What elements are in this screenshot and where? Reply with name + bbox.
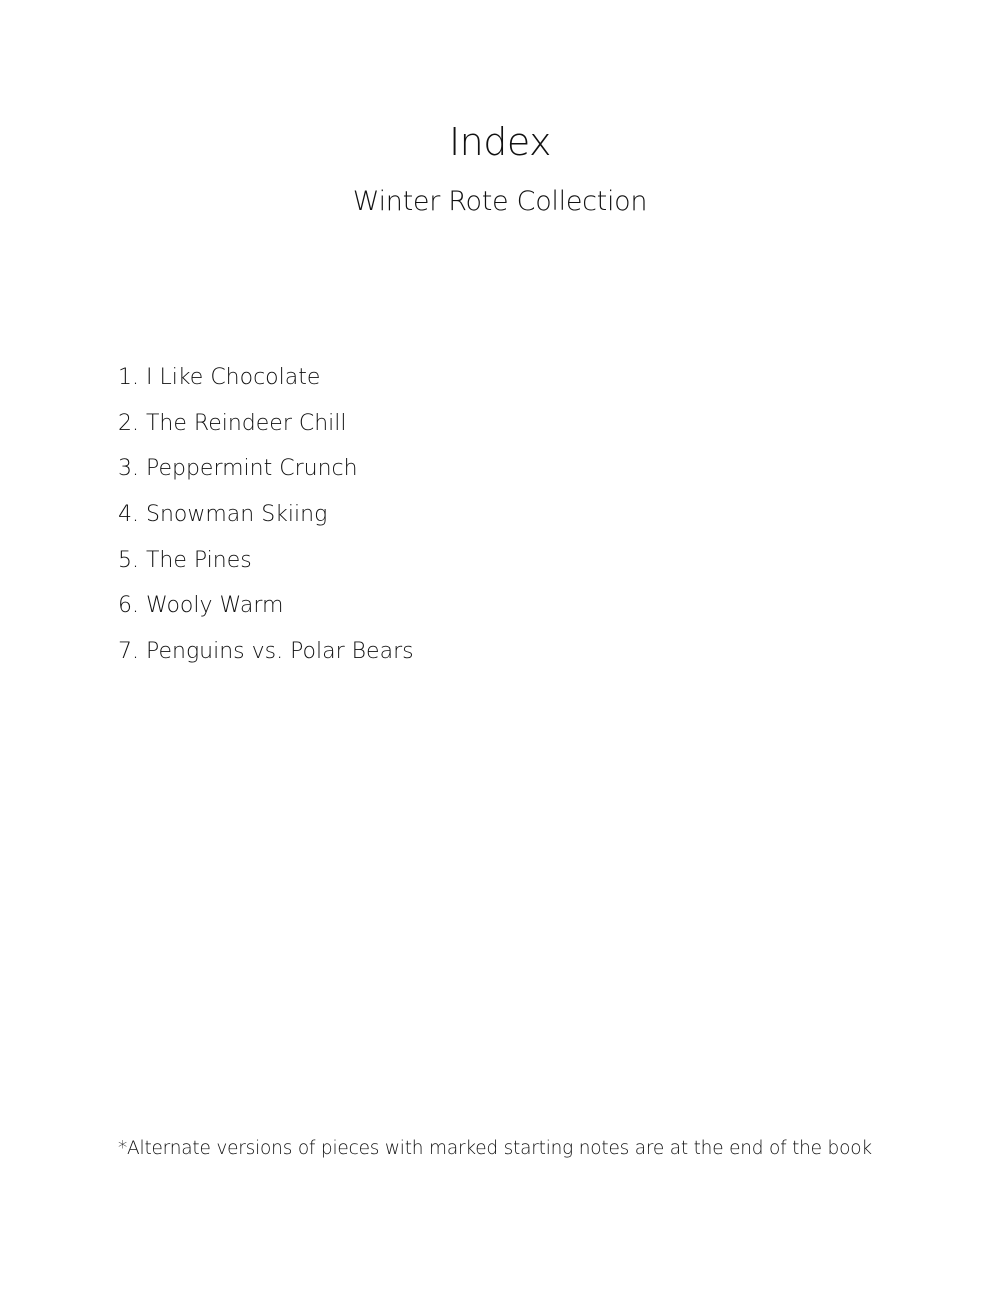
index-item: 7. Penguins vs. Polar Bears — [118, 639, 414, 665]
index-item: 3. Peppermint Crunch — [118, 456, 358, 482]
index-item: 5. The Pines — [118, 547, 252, 573]
index-item: 1. I Like Chocolate — [118, 365, 321, 390]
index-list — [118, 360, 414, 680]
index-item: 4. Snowman Skiing — [118, 502, 328, 528]
index-item: 2. The Reindeer Chill — [118, 410, 347, 436]
index-item: 6. Wooly Warm — [118, 593, 284, 619]
page-title: Index — [448, 120, 552, 164]
footnote: *Alternate versions of pieces with marked starting notes are at the end of the book — [118, 1138, 872, 1159]
collection-subtitle: Winter Rote Collection — [352, 186, 648, 217]
